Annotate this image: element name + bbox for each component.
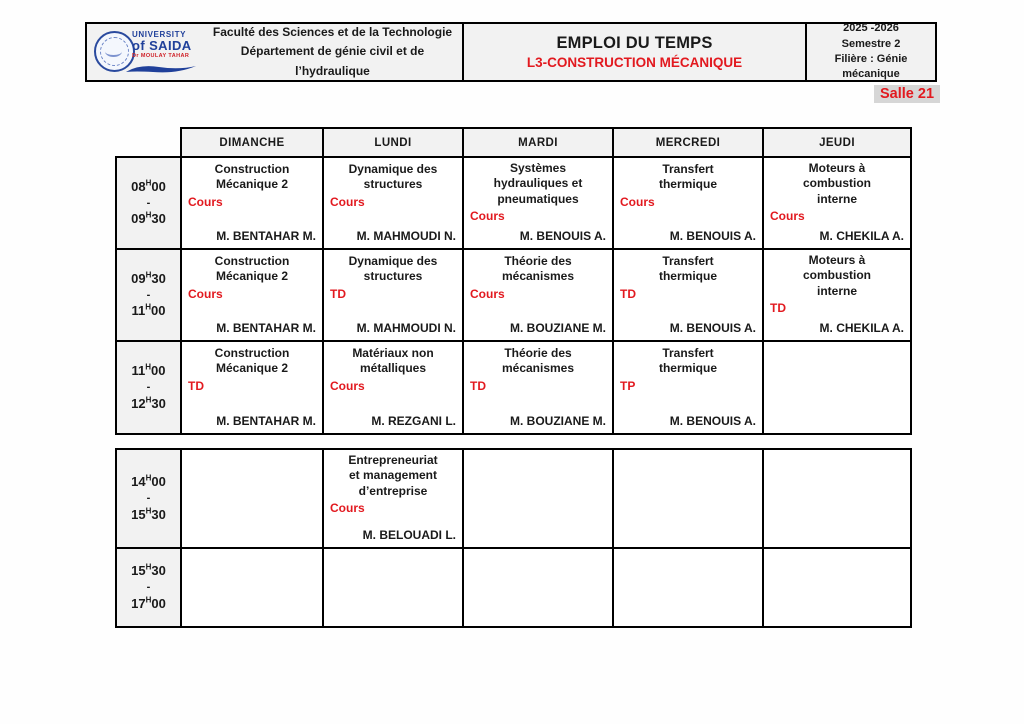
time-end <box>117 394 180 414</box>
course-teacher: M. BENTAHAR M. <box>216 321 316 335</box>
course-type: TD <box>770 301 786 316</box>
course-type: TD <box>620 287 636 301</box>
course-title: Systèmes hydrauliques et pneumatiques <box>493 161 583 206</box>
time-start <box>117 472 180 492</box>
course-cell-content <box>182 250 322 340</box>
course-cell <box>323 249 463 341</box>
course-title: Théorie des mécanismes <box>501 345 575 375</box>
course-cell <box>763 157 911 249</box>
course-title: Moteurs à combustion interne <box>803 161 871 206</box>
course-teacher: M. BENOUIS A. <box>519 229 606 243</box>
timetable-area <box>115 127 910 628</box>
program-title: L3-CONSTRUCTION MÉCANIQUE <box>526 55 743 70</box>
course-cell <box>613 341 763 434</box>
course-cell-content <box>614 342 762 433</box>
course-cell <box>323 157 463 249</box>
time-separator: - <box>146 581 151 594</box>
time-start-minute: 00 <box>151 363 166 379</box>
course-teacher: M. BOUZIANE M. <box>510 414 606 428</box>
course-title: Dynamique des structures <box>348 253 438 283</box>
course-cell-content <box>324 342 462 433</box>
course-teacher: M. BENOUIS A. <box>669 229 756 243</box>
day-header: DIMANCHE <box>181 128 323 157</box>
time-start-minute: 30 <box>151 270 166 286</box>
course-title: Entrepreneuriat et management d’entreprise <box>348 453 438 498</box>
course-type: Cours <box>330 501 365 516</box>
course-cell <box>463 249 613 341</box>
course-teacher: M. BENTAHAR M. <box>216 414 316 428</box>
course-cell-content <box>464 549 612 626</box>
course-type: Cours <box>770 209 805 224</box>
course-type: Cours <box>470 209 505 224</box>
course-cell-content <box>182 549 322 626</box>
time-end-minute: 30 <box>151 211 166 227</box>
time-start-hour: 08 <box>131 178 146 194</box>
course-type: TP <box>620 379 636 393</box>
hour-symbol: H <box>145 210 152 220</box>
logo-text <box>132 31 192 60</box>
time-slot-cell <box>116 449 181 548</box>
hour-symbol: H <box>145 506 152 516</box>
time-start-hour: 11 <box>131 363 146 379</box>
course-title <box>620 552 756 584</box>
course-type: Cours <box>330 379 365 393</box>
header-left-section <box>87 24 464 80</box>
afternoon-timetable <box>115 448 912 628</box>
corner-spacer <box>116 128 181 157</box>
header-year-section <box>807 24 935 80</box>
time-separator: - <box>146 288 151 301</box>
timetable-row <box>116 157 911 249</box>
course-cell <box>463 157 613 249</box>
hour-symbol: H <box>145 270 152 280</box>
course-teacher: M. BENTAHAR M. <box>216 229 316 243</box>
time-start-minute: 00 <box>151 474 166 490</box>
logo-moulay-tahar-line: Dr MOULAY TAHAR <box>132 53 190 60</box>
course-cell <box>323 449 463 548</box>
course-cell-content <box>464 450 612 547</box>
academic-year: 2025 -2026 <box>843 22 899 35</box>
time-start-hour: 09 <box>131 270 146 286</box>
course-cell-content <box>324 250 462 340</box>
day-header: JEUDI <box>763 128 911 157</box>
logo-saida-line: of SAIDA <box>132 38 192 54</box>
semester-label: Semestre 2 <box>841 37 901 50</box>
morning-timetable <box>115 127 912 435</box>
course-title: Moteurs à combustion interne <box>803 253 871 298</box>
course-teacher: M. CHEKILA A. <box>819 321 904 335</box>
time-slot-cell <box>116 249 181 341</box>
course-teacher: M. MAHMOUDI N. <box>356 229 456 243</box>
course-title: Construction Mécanique 2 <box>214 345 290 375</box>
course-cell <box>463 449 613 548</box>
course-cell <box>181 157 323 249</box>
time-slot-cell <box>116 157 181 249</box>
course-cell-content <box>764 158 910 248</box>
timetable-title: EMPLOI DU TEMPS <box>556 34 713 52</box>
course-teacher: M. REZGANI L. <box>371 414 456 428</box>
course-cell-content <box>324 158 462 248</box>
timetable-row <box>116 249 911 341</box>
course-cell <box>613 249 763 341</box>
faculty-name: Faculté des Sciences et de la Technologie <box>212 25 453 40</box>
course-cell <box>181 548 323 627</box>
course-type: TD <box>470 379 486 393</box>
time-start <box>117 361 180 381</box>
time-start <box>117 561 180 581</box>
course-cell-content <box>182 342 322 433</box>
time-end-hour: 12 <box>131 395 146 411</box>
day-header-row <box>116 128 911 157</box>
course-cell <box>181 449 323 548</box>
course-title <box>770 453 904 485</box>
course-cell <box>323 341 463 434</box>
course-cell-content <box>764 450 910 547</box>
course-teacher: M. BOUZIANE M. <box>510 321 606 335</box>
course-title <box>470 453 606 485</box>
course-title: Transfert thermique <box>658 253 717 283</box>
course-type: Cours <box>188 195 223 209</box>
course-teacher: M. BENOUIS A. <box>669 321 756 335</box>
course-cell-content <box>324 450 462 547</box>
course-cell-content <box>764 549 910 626</box>
course-teacher: M. BENOUIS A. <box>669 414 756 428</box>
department-name: Département de génie civil et de l’hydraulique <box>240 44 425 78</box>
time-start <box>117 177 180 197</box>
faculty-block <box>203 23 462 81</box>
course-cell-content <box>464 342 612 433</box>
timetable-row <box>116 341 911 434</box>
header-title-section <box>464 24 807 80</box>
course-title <box>770 552 904 584</box>
course-title <box>330 552 456 584</box>
time-slot-cell <box>116 341 181 434</box>
course-cell-content <box>614 250 762 340</box>
course-teacher: M. MAHMOUDI N. <box>356 321 456 335</box>
course-cell-content <box>324 549 462 626</box>
course-title <box>620 453 756 485</box>
course-cell <box>613 449 763 548</box>
time-end <box>117 301 180 321</box>
course-cell-content <box>614 549 762 626</box>
hour-symbol: H <box>145 562 152 572</box>
time-end <box>117 594 180 614</box>
course-type: Cours <box>470 287 505 301</box>
timetable-row <box>116 449 911 548</box>
course-cell <box>763 548 911 627</box>
time-end-hour: 15 <box>131 506 146 522</box>
course-cell-content <box>464 250 612 340</box>
university-logo <box>87 26 203 78</box>
time-end <box>117 209 180 229</box>
course-cell-content <box>764 250 910 340</box>
time-start-minute: 00 <box>151 178 166 194</box>
course-type: Cours <box>188 287 223 301</box>
course-title: Transfert thermique <box>658 161 717 191</box>
time-slot-cell <box>116 548 181 627</box>
course-cell <box>613 548 763 627</box>
course-title: Dynamique des structures <box>348 161 438 191</box>
course-title: Construction Mécanique 2 <box>214 253 290 283</box>
course-cell <box>463 341 613 434</box>
course-title <box>770 345 904 377</box>
course-teacher: M. BELOUADI L. <box>362 528 456 542</box>
course-cell-content <box>182 450 322 547</box>
filiere-label: Filière : Génie mécanique <box>834 53 908 81</box>
course-cell <box>463 548 613 627</box>
course-title: Matériaux non métalliques <box>352 345 434 375</box>
hour-symbol: H <box>145 362 152 372</box>
time-end-hour: 11 <box>131 303 146 319</box>
course-title <box>188 453 316 485</box>
hour-symbol: H <box>145 302 152 312</box>
time-start-hour: 15 <box>131 563 146 579</box>
course-cell-content <box>182 158 322 248</box>
timetable-row <box>116 548 911 627</box>
day-header: MARDI <box>463 128 613 157</box>
course-title <box>470 552 606 584</box>
document-header <box>85 22 937 82</box>
course-type: TD <box>188 379 204 393</box>
time-end-hour: 09 <box>131 211 146 227</box>
course-cell-content <box>764 342 910 433</box>
course-cell-content <box>614 158 762 248</box>
course-title <box>188 552 316 584</box>
day-header: LUNDI <box>323 128 463 157</box>
time-end <box>117 505 180 525</box>
course-cell <box>613 157 763 249</box>
logo-university-line: UNIVERSITY <box>132 30 187 39</box>
time-separator: - <box>146 196 151 209</box>
time-start-minute: 30 <box>151 563 166 579</box>
course-cell <box>323 548 463 627</box>
time-end-minute: 30 <box>151 506 166 522</box>
time-end-minute: 00 <box>151 303 166 319</box>
course-type: Cours <box>620 195 655 209</box>
course-cell-content <box>464 158 612 248</box>
course-teacher: M. CHEKILA A. <box>819 229 904 243</box>
course-cell <box>181 341 323 434</box>
course-type: TD <box>330 287 346 301</box>
time-end-minute: 30 <box>151 395 166 411</box>
hour-symbol: H <box>145 595 152 605</box>
time-start-hour: 14 <box>131 474 146 490</box>
time-separator: - <box>146 381 151 394</box>
course-title: Construction Mécanique 2 <box>214 161 290 191</box>
course-title: Transfert thermique <box>658 345 717 375</box>
course-cell <box>763 449 911 548</box>
course-title: Théorie des mécanismes <box>501 253 575 283</box>
logo-swoosh-icon <box>125 63 197 75</box>
course-type: Cours <box>330 195 365 209</box>
room-badge: Salle 21 <box>874 85 940 103</box>
course-cell-content <box>614 450 762 547</box>
course-cell <box>181 249 323 341</box>
time-end-hour: 17 <box>131 595 146 611</box>
time-separator: - <box>146 492 151 505</box>
hour-symbol: H <box>145 395 152 405</box>
time-start <box>117 269 180 289</box>
hour-symbol: H <box>145 178 152 188</box>
day-header: MERCREDI <box>613 128 763 157</box>
time-end-minute: 00 <box>151 595 166 611</box>
course-cell <box>763 341 911 434</box>
hour-symbol: H <box>145 473 152 483</box>
course-cell <box>763 249 911 341</box>
